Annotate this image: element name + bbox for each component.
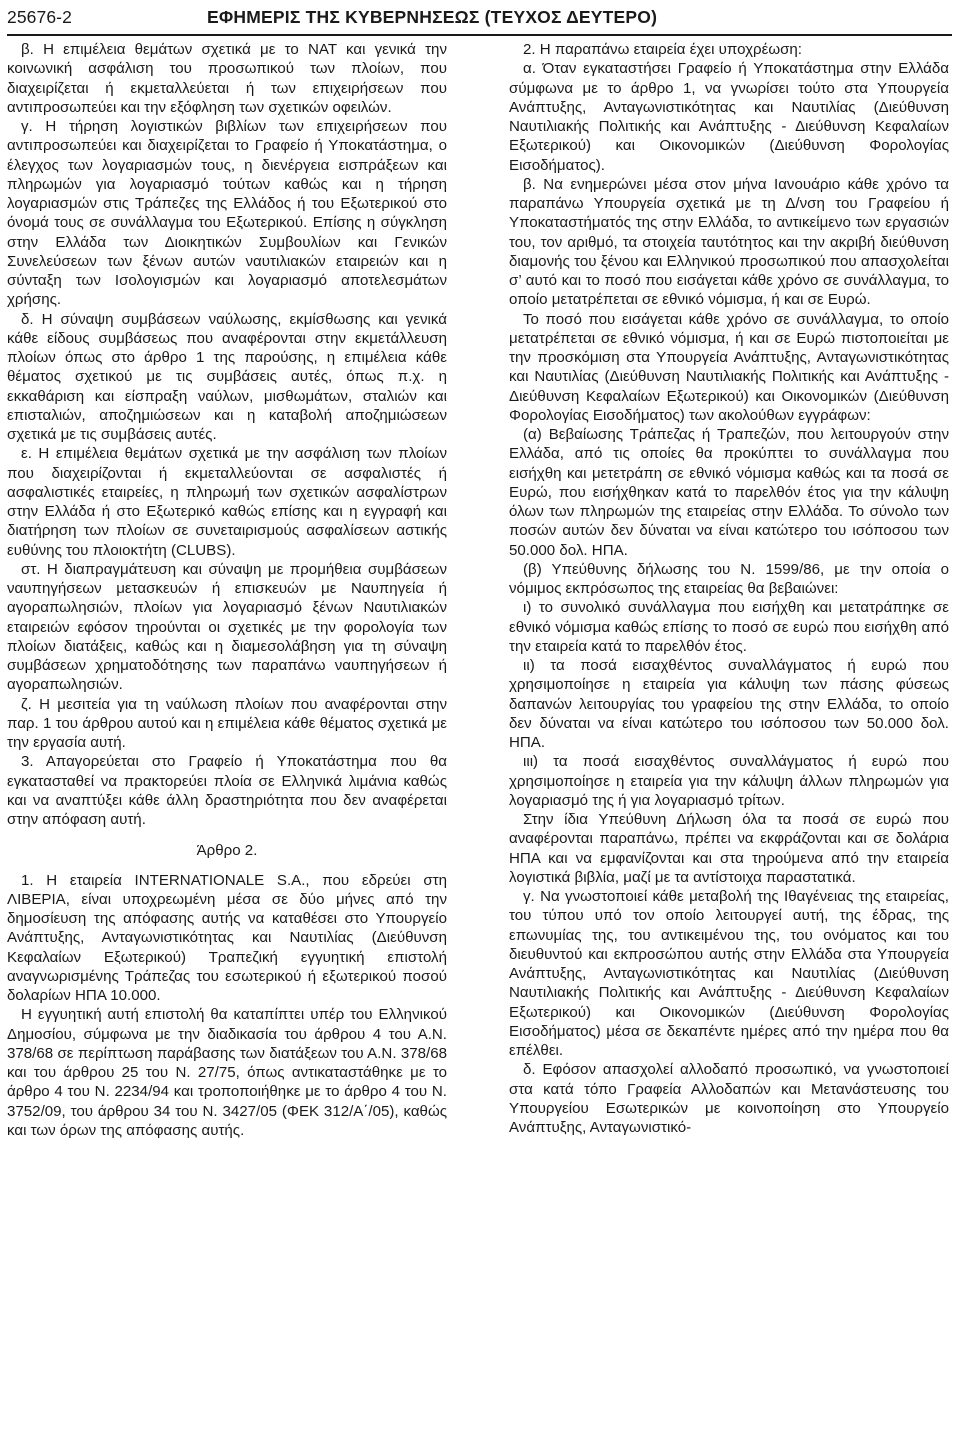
right-column xyxy=(509,40,949,1137)
paragraph: δ. Η σύναψη συμβάσεων ναύλωσης, εκμίσθωσης και γενικά κάθε είδους συμβάσεως που αναφέρονται στην εκμετάλλευση πλοίων όπως στο άρθρο 1 της παρούσης, η επιμέλεια κάθε θέματος σχετικού με τις συμβάσεις αυτές, όπως π.χ. η εκκαθάριση και είσπραξη ναύλων, μισθωμάτων, σταλιών και επισταλιών, αποζημιώσεων και η καταβολή αποζημιώσεων σχετικά με τις συμβάσεις αυτές. xyxy=(7,310,447,443)
paragraph: β. Να ενημερώνει μέσα στον μήνα Ιανουάριο κάθε χρόνο τα παραπάνω Υπουργεία σχετικά με τη Δ/νση του Γραφείου ή Υποκαταστήματός της στην Ελλάδα, το αντικείμενο των εργασιών του, τον αριθμό, τα στοιχεία ταυτότητος και την ακριβή διεύθυνση διαμονής του ξένου και Ελληνικού προσωπικού που απασχολείται σ’ αυτό και το ποσό που εισάγεται κάθε χρόνο σε συνάλλαγμα, το οποίο μετατρέπεται σε εθνικό νόμισμα, ή και σε Ευρώ. xyxy=(509,175,949,309)
paragraph: 3. Απαγορεύεται στο Γραφείο ή Υποκατάστημα που θα εγκατασταθεί να πρακτορεύει πλοία σε Ελληνικά λιμάνια καθώς και να αναπτύξει κάθε άλλη δραστηριότητα που δεν αναφέρεται στην απόφαση αυτή. xyxy=(7,753,447,828)
paragraph: β. Η επιμέλεια θεμάτων σχετικά με το ΝΑΤ και γενικά την κοινωνική ασφάλιση του προσωπικού των πλοίων, που διαχειρίζεται ή εκμεταλλεύεται ή των επιχειρήσεων που αντιπροσωπεύει και την εξόφληση των σχετικών οφειλών. xyxy=(7,41,447,116)
paragraph: Το ποσό που εισάγεται κάθε χρόνο σε συνάλλαγμα, το οποίο μετατρέπεται σε εθνικό νόμισμα, ή και σε Ευρώ πιστοποιείται με την προσκόμιση στα Υπουργεία Ανάπτυξης, Ανταγωνιστικότητας και Ναυτιλίας (Διεύθυνση Ναυτιλιακής Πολιτικής και Ανάπτυξης - Διεύθυνση Κεφαλαίων Εξωτερικού) και Οικονομικών (Διεύθυνση Φορολογίας Εισοδήματος) των ακολούθων εγγράφων: xyxy=(509,310,949,424)
paragraph: γ. Η τήρηση λογιστικών βιβλίων των επιχειρήσεων που αντιπροσωπεύει και διαχειρίζεται το Γραφείο ή Υποκατάστημα, ο έλεγχος των λογαριασμών τους, η διενέργεια εισπράξεων και πληρωμών για λογαριασμό τούτων καθώς και η τήρηση λογαριασμών στις Τράπεζες της Ελλάδος ή του Εξωτερικού στο όνομά τους σε συνάλλαγμα του Εξωτερικού. Επίσης η σύγκληση στην Ελλάδα των Διοικητικών Συμβουλίων και Γενικών Συνελεύσεων των ξένων αυτών ναυτιλιακών εταιρειών και η σύνταξη των Ισολογισμών και λογαριασμό αποτελεσμάτων χρήσης. xyxy=(7,118,447,309)
paragraph: Η εγγυητική αυτή επιστολή θα καταπίπτει υπέρ του Ελληνικού Δημοσίου, σύμφωνα με την διαδικασία του άρθρου 4 του Α.Ν. 378/68 σε περίπτωση παράβασης των διατάξεων του Α.Ν. 378/68 και του άρθρου 25 του Ν. 27/75, όπως αντικαταστάθηκε με το άρθρο 4 του Ν. 2234/94 και τροποποιήθηκε με το άρθρο 4 του Ν. 3752/09, του άρθρου 34 του Ν. 3427/05 (ΦΕΚ 312/Α΄/05), καθώς και των όρων της απόφασης αυτής. xyxy=(7,1006,447,1139)
paragraph: ιι) τα ποσά εισαχθέντος συναλλάγματος ή ευρώ που χρησιμοποίησε η εταιρεία για κάλυψη των πάσης φύσεως δαπανών λειτουργίας του γραφείου της στην Ελλάδα, το οποίο δεν δύναται να είναι κατώτερο του ισόποσου των 50.000 δολ. ΗΠΑ. xyxy=(509,657,949,751)
paragraph: ιιι) τα ποσά εισαχθέντος συναλλάγματος ή ευρώ που χρησιμοποίησε η εταιρεία για την κάλυψη άλλων πληρωμών για λογαριασμό της ή για λογαριασμό τρίτων. xyxy=(509,753,949,809)
article-heading: Άρθρο 2. xyxy=(196,842,258,860)
paragraph: 2. Η παραπάνω εταιρεία έχει υποχρέωση: xyxy=(523,41,803,58)
left-column xyxy=(7,40,447,1140)
page-number: 25676-2 xyxy=(7,6,72,27)
paragraph: ζ. Η μεσιτεία για τη ναύλωση πλοίων που αναφέρονται στην παρ. 1 του άρθρου αυτού και η επιμέλεια κάθε θέματος σχετικά με την εργασία αυτή. xyxy=(7,695,447,751)
paragraph: (β) Υπεύθυνης δήλωσης του Ν. 1599/86, με την οποία ο νόμιμος εκπρόσωπος της εταιρείας θα βεβαιώνει: xyxy=(509,560,949,597)
paragraph: γ. Να γνωστοποιεί κάθε μεταβολή της Ιθαγένειας της εταιρείας, του τύπου υπό τον οποίο λειτουργεί αυτή, της έδρας, της επωνυμίας της, του αντικειμένου της, του ονόματος και του διευθυντού και εκπροσώπου αυτής στην Ελλάδα στα Υπουργεία Ανάπτυξης, Ανταγωνιστικότητας και Ναυτιλίας (Διεύθυνση Ναυτιλιακής Πολιτικής και Ανάπτυξης - Διεύθυνση Κεφαλαίων Εξωτερικού) και Οικονομικών (Διεύθυνση Φορολογίας Εισοδήματος) μέσα σε δεκαπέντε ημέρες από την ημέρα που θα επέλθει. xyxy=(509,888,949,1059)
paragraph: δ. Εφόσον απασχολεί αλλοδαπό προσωπικό, να γνωστοποιεί στα κατά τόπο Γραφεία Αλλοδαπών και Μετανάστευσης του Υπουργείου Εσωτερικών με κοινοποίηση στο Υπουργείο Ανάπτυξης, Ανταγωνιστικό- xyxy=(509,1061,949,1136)
gazette-title: ΕΦΗΜΕΡΙΣ ΤΗΣ ΚΥΒΕΡΝΗΣΕΩΣ (ΤΕΥΧΟΣ ΔΕΥΤΕΡΟ) xyxy=(207,6,658,27)
paragraph: Στην ίδια Υπεύθυνη Δήλωση όλα τα ποσά σε ευρώ που αναφέρονται παραπάνω, πρέπει να εκφράζονται και σε δολάρια ΗΠΑ και να εμφανίζονται και στα τηρούμενα από την εταιρεία λογιστικά βιβλία, μαζί με τα αντίστοιχα παραστατικά. xyxy=(509,811,949,886)
paragraph: α. Όταν εγκαταστήσει Γραφείο ή Υποκατάστημα στην Ελλάδα σύμφωνα με το άρθρο 1, να γνωρίσει τούτο στα Υπουργεία Ανάπτυξης, Ανταγωνιστικότητας και Ναυτιλίας (Διεύθυνση Ναυτιλιακής Πολιτικής και Ανάπτυξης - Διεύθυνση Κεφαλαίων Εξωτερικού) και Οικονομικών (Διεύθυνση Φορολογίας Εισοδήματος). xyxy=(509,60,949,174)
paragraph: ε. Η επιμέλεια θεμάτων σχετικά με την ασφάλιση των πλοίων που διαχειρίζονται ή εκμεταλλεύονται σε ασφαλιστές ή ασφαλιστικές εταιρείες, η πληρωμή των σχετικών ασφαλίστρων στην Ελλάδα ή στο Εξωτερικό καθώς επίσης και η εγγραφή και διατήρηση των πλοίων σε συνεταιρισμούς ασφαλίσεων αστικής ευθύνης του πλοιοκτήτη (CLUBS). xyxy=(7,445,447,559)
page-header xyxy=(7,2,951,32)
paragraph: (α) Βεβαίωσης Τράπεζας ή Τραπεζών, που λειτουργούν στην Ελλάδα, από τις οποίες θα προκύπτει το συνάλλαγμα που εισήχθη και μετετράπη σε εθνικό νόμισμα καθώς και τα ποσά σε Ευρώ, που εισήχθηκαν κατά το παρελθόν έτος για την κάλυψη όλων των πληρωμών της εταιρείας στην Ελλάδα. Το σύνολο των ποσών αυτών δεν δύναται να είναι κατώτερο του ισόποσου των 50.000 δολ. ΗΠΑ. xyxy=(509,426,949,559)
paragraph: στ. Η διαπραγμάτευση και σύναψη με προμήθεια συμβάσεων ναυπηγήσεων μετασκευών ή επισκευών με Ναυπηγεία ή αγοραπωλησιών, πλοίων για λογαριασμό ξένων Ναυτιλιακών εταιρειών εφόσον τηρούνται οι σχετικές με την φορολογία των πλοίων διατάξεις, καθώς και η διαμεσολάβηση για τη σύναψη συμβάσεων χρηματοδότησης των παραπάνω ναυπηγήσεων ή αγοραπωλησιών. xyxy=(7,560,447,694)
paragraph: 1. Η εταιρεία INTERNATIONALE S.A., που εδρεύει στη ΛΙΒΕΡΙΑ, είναι υποχρεωμένη μέσα σε δύο μήνες από την δημοσίευση της απόφασης αυτής να καταθέσει στο Υπουργείο Ανάπτυξης, Ανταγωνιστικότητας και Ναυτιλίας (Διεύθυνση Κεφαλαίων Εξωτερικού) Τραπεζική εγγυητική επιστολή αναγνωρισμένης Τράπεζας του εσωτερικού ή εξωτερικού ποσού δολαρίων ΗΠΑ 10.000. xyxy=(7,871,447,1004)
paragraph: ι) το συνολικό συνάλλαγμα που εισήχθη και μετατράπηκε σε εθνικό νόμισμα καθώς επίσης το ποσό σε ευρώ που εισήχθη από την εταιρεία κατά το παρελθόν έτος. xyxy=(509,599,949,655)
header-rule xyxy=(7,34,952,36)
